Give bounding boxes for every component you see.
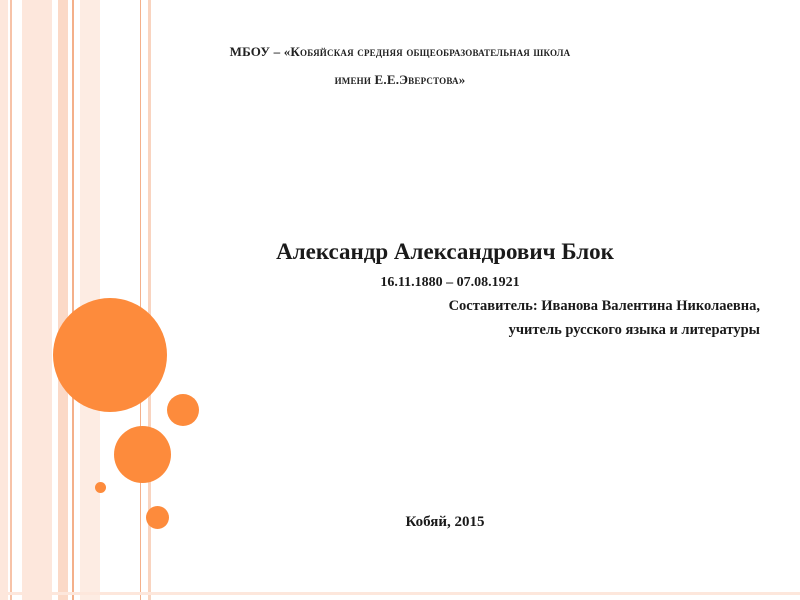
decorative-stripe xyxy=(72,0,74,600)
decorative-circle-large xyxy=(53,298,167,412)
decorative-circle-medium xyxy=(114,426,171,483)
decorative-stripe xyxy=(58,0,68,600)
school-name-line-2: имени Е.Е.Эверстова» xyxy=(334,72,466,87)
life-dates: 16.11.1880 – 07.08.1921 xyxy=(380,275,520,290)
teacher-line: учитель русского языка и литературы xyxy=(508,322,760,338)
compiler-line: Составитель: Иванова Валентина Николаевна, xyxy=(448,298,760,314)
school-name-line-1: МБОУ – «Кобяйская средняя общеобразовательная школа xyxy=(229,44,571,59)
author-name-title: Александр Александрович Блок xyxy=(276,239,614,264)
decorative-stripe xyxy=(140,0,141,600)
place-year: Кобяй, 2015 xyxy=(405,514,485,530)
decorative-stripe xyxy=(10,0,12,600)
decorative-circle-tiny xyxy=(95,482,106,493)
decorative-circle-small xyxy=(167,394,199,426)
decorative-stripe xyxy=(0,0,8,600)
decorative-circle-small xyxy=(146,506,169,529)
decorative-bottom-line xyxy=(0,592,800,595)
decorative-stripe xyxy=(22,0,52,600)
